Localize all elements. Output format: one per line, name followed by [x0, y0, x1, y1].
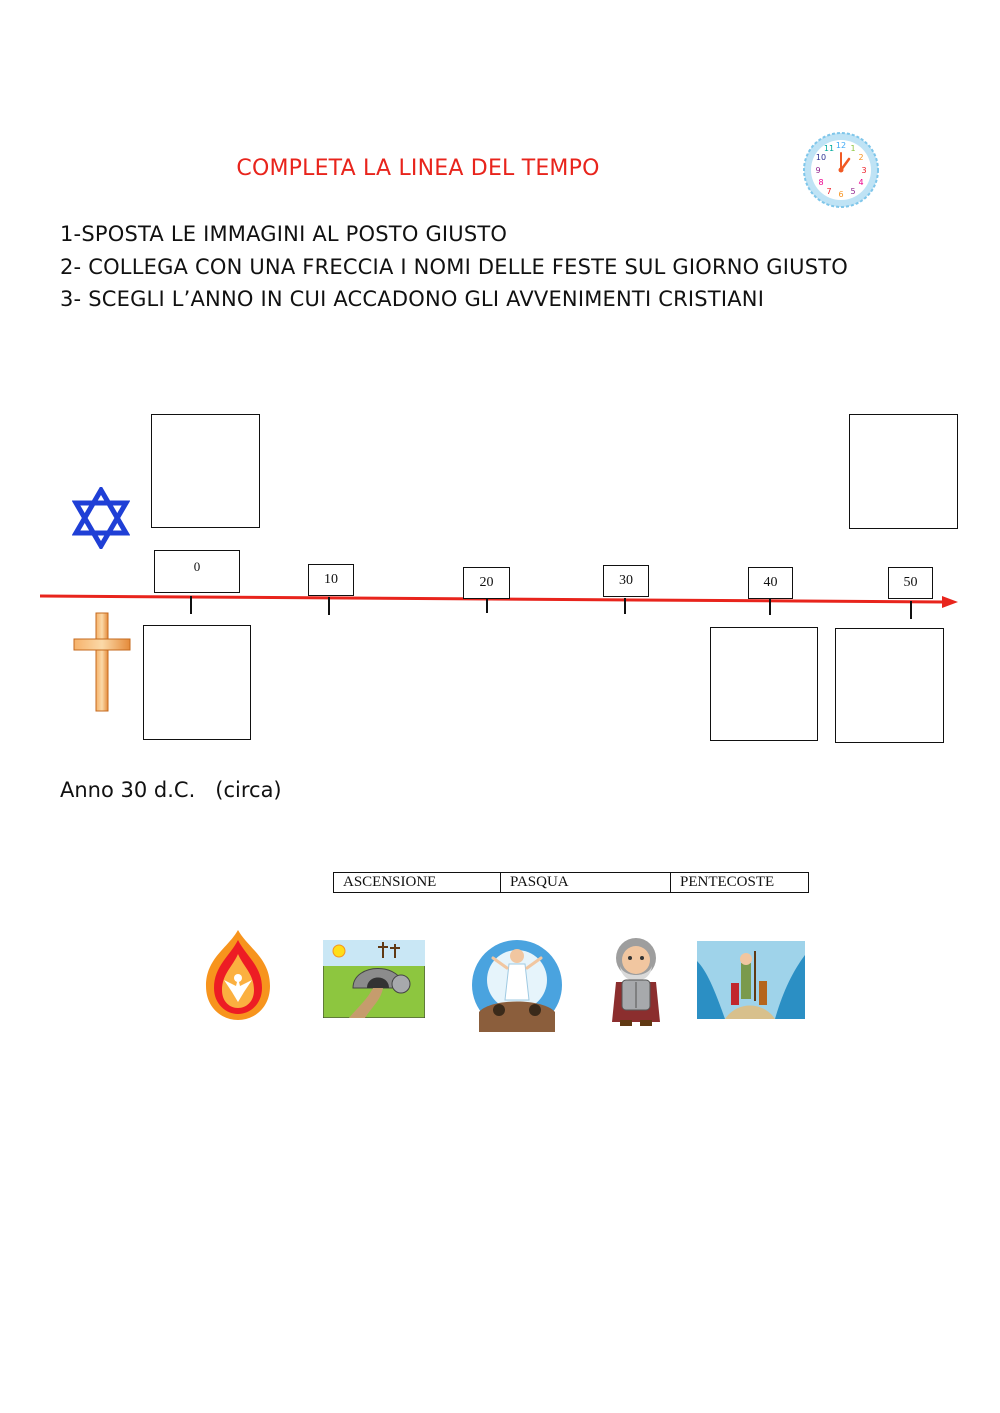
page-title: COMPLETA LA LINEA DEL TEMPO	[236, 156, 600, 181]
instruction-2: 2- COLLEGA CON UNA FRECCIA I NOMI DELLE FESTE SUL GIORNO GIUSTO	[60, 255, 849, 279]
svg-text:1: 1	[850, 144, 856, 153]
tick-label-0: 0	[154, 550, 240, 593]
feast-ascensione[interactable]: ASCENSIONE	[334, 873, 501, 892]
svg-text:8: 8	[818, 178, 824, 187]
svg-text:11: 11	[823, 144, 835, 153]
feast-names-table	[333, 872, 809, 893]
feast-pasqua[interactable]: PASQUA	[501, 873, 671, 892]
svg-text:9: 9	[815, 166, 821, 175]
svg-text:2: 2	[858, 153, 864, 162]
tick-mark	[624, 598, 626, 614]
feast-pentecoste[interactable]: PENTECOSTE	[680, 874, 775, 890]
instruction-3: 3- SCEGLI L’ANNO IN CUI ACCADONO GLI AVVENIMENTI CRISTIANI	[60, 287, 765, 311]
moses-tablets-icon[interactable]	[602, 936, 670, 1028]
tick-mark	[910, 601, 912, 619]
drop-box-top-right[interactable]	[849, 414, 958, 529]
drop-box-top-left[interactable]	[151, 414, 260, 528]
tick-mark	[190, 596, 192, 614]
svg-text:12: 12	[835, 141, 847, 150]
tick-label-40: 40	[748, 567, 793, 599]
empty-tomb-icon[interactable]	[323, 940, 425, 1018]
instruction-1: 1-SPOSTA LE IMMAGINI AL POSTO GIUSTO	[60, 222, 508, 246]
tick-label-30: 30	[603, 565, 649, 597]
tick-mark	[769, 599, 771, 615]
star-of-david-icon	[72, 487, 130, 549]
cross-icon	[72, 611, 132, 713]
ascension-icon[interactable]	[471, 938, 563, 1032]
red-sea-crossing-icon[interactable]	[697, 941, 805, 1019]
clock-icon	[802, 131, 880, 209]
tick-mark	[328, 597, 330, 615]
svg-text:5: 5	[850, 187, 856, 196]
drop-box-bottom-left[interactable]	[143, 625, 251, 740]
holy-spirit-dove-flame-icon[interactable]	[200, 928, 276, 1022]
drop-box-bottom-40[interactable]	[710, 627, 818, 741]
svg-text:7: 7	[826, 187, 832, 196]
tick-label-10: 10	[308, 564, 354, 596]
tick-label-50: 50	[888, 567, 933, 599]
svg-text:3: 3	[861, 166, 867, 175]
drop-box-bottom-50[interactable]	[835, 628, 944, 743]
tick-label-20: 20	[463, 567, 510, 599]
svg-text:10: 10	[815, 153, 827, 162]
svg-text:4: 4	[858, 178, 864, 187]
tick-mark	[486, 599, 488, 613]
year-caption: Anno 30 d.C. (circa)	[60, 778, 282, 802]
svg-text:6: 6	[838, 190, 844, 199]
